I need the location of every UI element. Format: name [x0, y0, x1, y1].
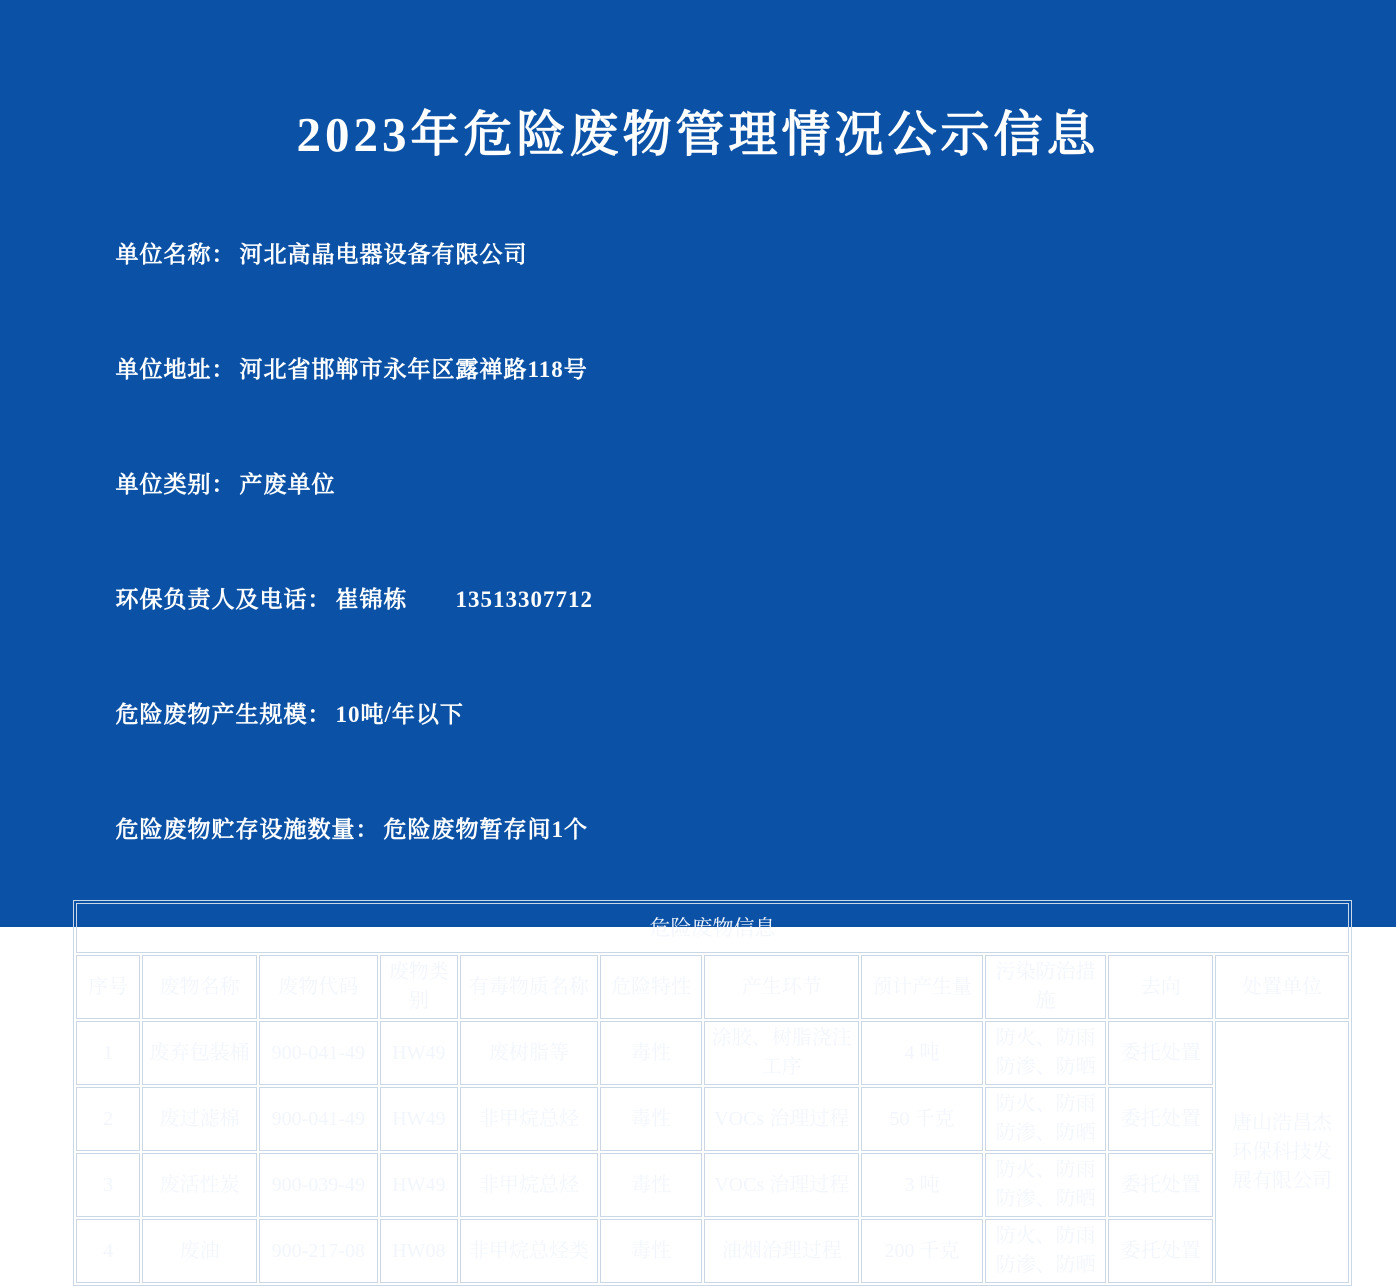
cell-waste-category: HW08: [380, 1219, 458, 1283]
info-label: 环保负责人及电话：: [115, 587, 332, 612]
column-header-seq: 序号: [76, 955, 140, 1019]
cell-waste-name: 废弃包装桶: [142, 1021, 257, 1085]
hazardous-waste-table: [73, 900, 1352, 1286]
info-value: 危险废物暂存间1个: [383, 817, 588, 842]
cell-amount: 50 千克: [861, 1087, 983, 1151]
cell-stage: 油烟治理过程: [704, 1219, 859, 1283]
column-header-waste-name: 废物名称: [142, 955, 257, 1019]
cell-toxic-substance: 废树脂等: [460, 1021, 598, 1085]
measures-text: 防火、防雨防渗、防晒: [995, 1225, 1096, 1276]
cell-toxic-substance: 非甲烷总烃: [460, 1153, 598, 1217]
info-line-unit-name: [75, 210, 1396, 295]
info-line-waste-scale: [75, 670, 1396, 755]
column-header-hazard-trait: 危险特性: [600, 955, 703, 1019]
column-header-waste-code: 废物代码: [259, 955, 378, 1019]
cell-seq: 3: [76, 1153, 140, 1217]
company-info-block: [75, 210, 1396, 870]
cell-measures: [985, 1087, 1107, 1151]
cell-amount: 200 千克: [861, 1219, 983, 1283]
cell-measures: [985, 1219, 1107, 1283]
info-line-unit-address: [75, 325, 1396, 410]
info-line-storage-facilities: [75, 785, 1396, 870]
cell-waste-code: 900-217-08: [259, 1219, 378, 1283]
cell-destination: 委托处置: [1108, 1219, 1213, 1283]
disposal-company-text: 唐山浩昌杰环保科技发展有限公司: [1232, 1111, 1333, 1192]
cell-measures: [985, 1021, 1107, 1085]
table-row: [76, 1021, 1349, 1085]
table-row: [76, 1153, 1349, 1217]
cell-waste-code: 900-041-49: [259, 1021, 378, 1085]
measures-text: 防火、防雨防渗、防晒: [995, 1027, 1096, 1078]
cell-stage: VOCs 治理过程: [704, 1153, 859, 1217]
page-title: 2023年危险废物管理情况公示信息: [296, 107, 1100, 162]
info-label: 单位名称：: [115, 242, 236, 267]
cell-seq: 1: [76, 1021, 140, 1085]
info-value: 10吨/年以下: [335, 702, 464, 727]
info-label: 单位类别：: [115, 472, 236, 497]
column-header-measures: 污染防治措施: [985, 955, 1107, 1019]
info-value: 产废单位: [239, 472, 336, 497]
table-title-row: [76, 903, 1349, 953]
column-header-stage: 产生环节: [704, 955, 859, 1019]
table-title: 危险废物信息: [76, 903, 1349, 953]
cell-destination: 委托处置: [1108, 1153, 1213, 1217]
measures-text: 防火、防雨防渗、防晒: [995, 1093, 1096, 1144]
info-value: 崔锦栋 13513307712: [335, 587, 593, 612]
cell-stage: 涂胶、树脂浇注工序: [704, 1021, 859, 1085]
cell-waste-name: 废过滤棉: [142, 1087, 257, 1151]
cell-amount: 4 吨: [861, 1021, 983, 1085]
cell-hazard-trait: 毒性: [600, 1153, 703, 1217]
cell-disposal-company: [1215, 1021, 1349, 1283]
cell-hazard-trait: 毒性: [600, 1087, 703, 1151]
cell-stage: VOCs 治理过程: [704, 1087, 859, 1151]
column-header-waste-category: 废物类别: [380, 955, 458, 1019]
column-header-disposal-company: 处置单位: [1215, 955, 1349, 1019]
cell-waste-name: 废油: [142, 1219, 257, 1283]
info-label: 危险废物贮存设施数量：: [115, 817, 380, 842]
table-row: [76, 1087, 1349, 1151]
info-line-unit-type: [75, 440, 1396, 525]
cell-waste-category: HW49: [380, 1021, 458, 1085]
cell-toxic-substance: 非甲烷总烃: [460, 1087, 598, 1151]
cell-waste-category: HW49: [380, 1087, 458, 1151]
cell-waste-code: 900-039-49: [259, 1153, 378, 1217]
cell-seq: 4: [76, 1219, 140, 1283]
cell-destination: 委托处置: [1108, 1021, 1213, 1085]
info-value: 河北高晶电器设备有限公司: [239, 242, 528, 267]
info-label: 危险废物产生规模：: [115, 702, 332, 727]
cell-waste-category: HW49: [380, 1153, 458, 1217]
info-line-env-contact: [75, 555, 1396, 640]
column-header-toxic-substance: 有毒物质名称: [460, 955, 598, 1019]
column-header-amount: 预计产生量: [861, 955, 983, 1019]
column-header-destination: 去向: [1108, 955, 1213, 1019]
cell-toxic-substance: 非甲烷总烃类: [460, 1219, 598, 1283]
cell-destination: 委托处置: [1108, 1087, 1213, 1151]
info-label: 单位地址：: [115, 357, 236, 382]
cell-hazard-trait: 毒性: [600, 1021, 703, 1085]
table-row: [76, 1219, 1349, 1283]
cell-waste-code: 900-041-49: [259, 1087, 378, 1151]
info-value: 河北省邯郸市永年区露禅路118号: [239, 357, 588, 382]
cell-hazard-trait: 毒性: [600, 1219, 703, 1283]
cell-seq: 2: [76, 1087, 140, 1151]
cell-waste-name: 废活性炭: [142, 1153, 257, 1217]
measures-text: 防火、防雨防渗、防晒: [995, 1159, 1096, 1210]
cell-measures: [985, 1153, 1107, 1217]
table-header-row: [76, 955, 1349, 1019]
cell-amount: 3 吨: [861, 1153, 983, 1217]
